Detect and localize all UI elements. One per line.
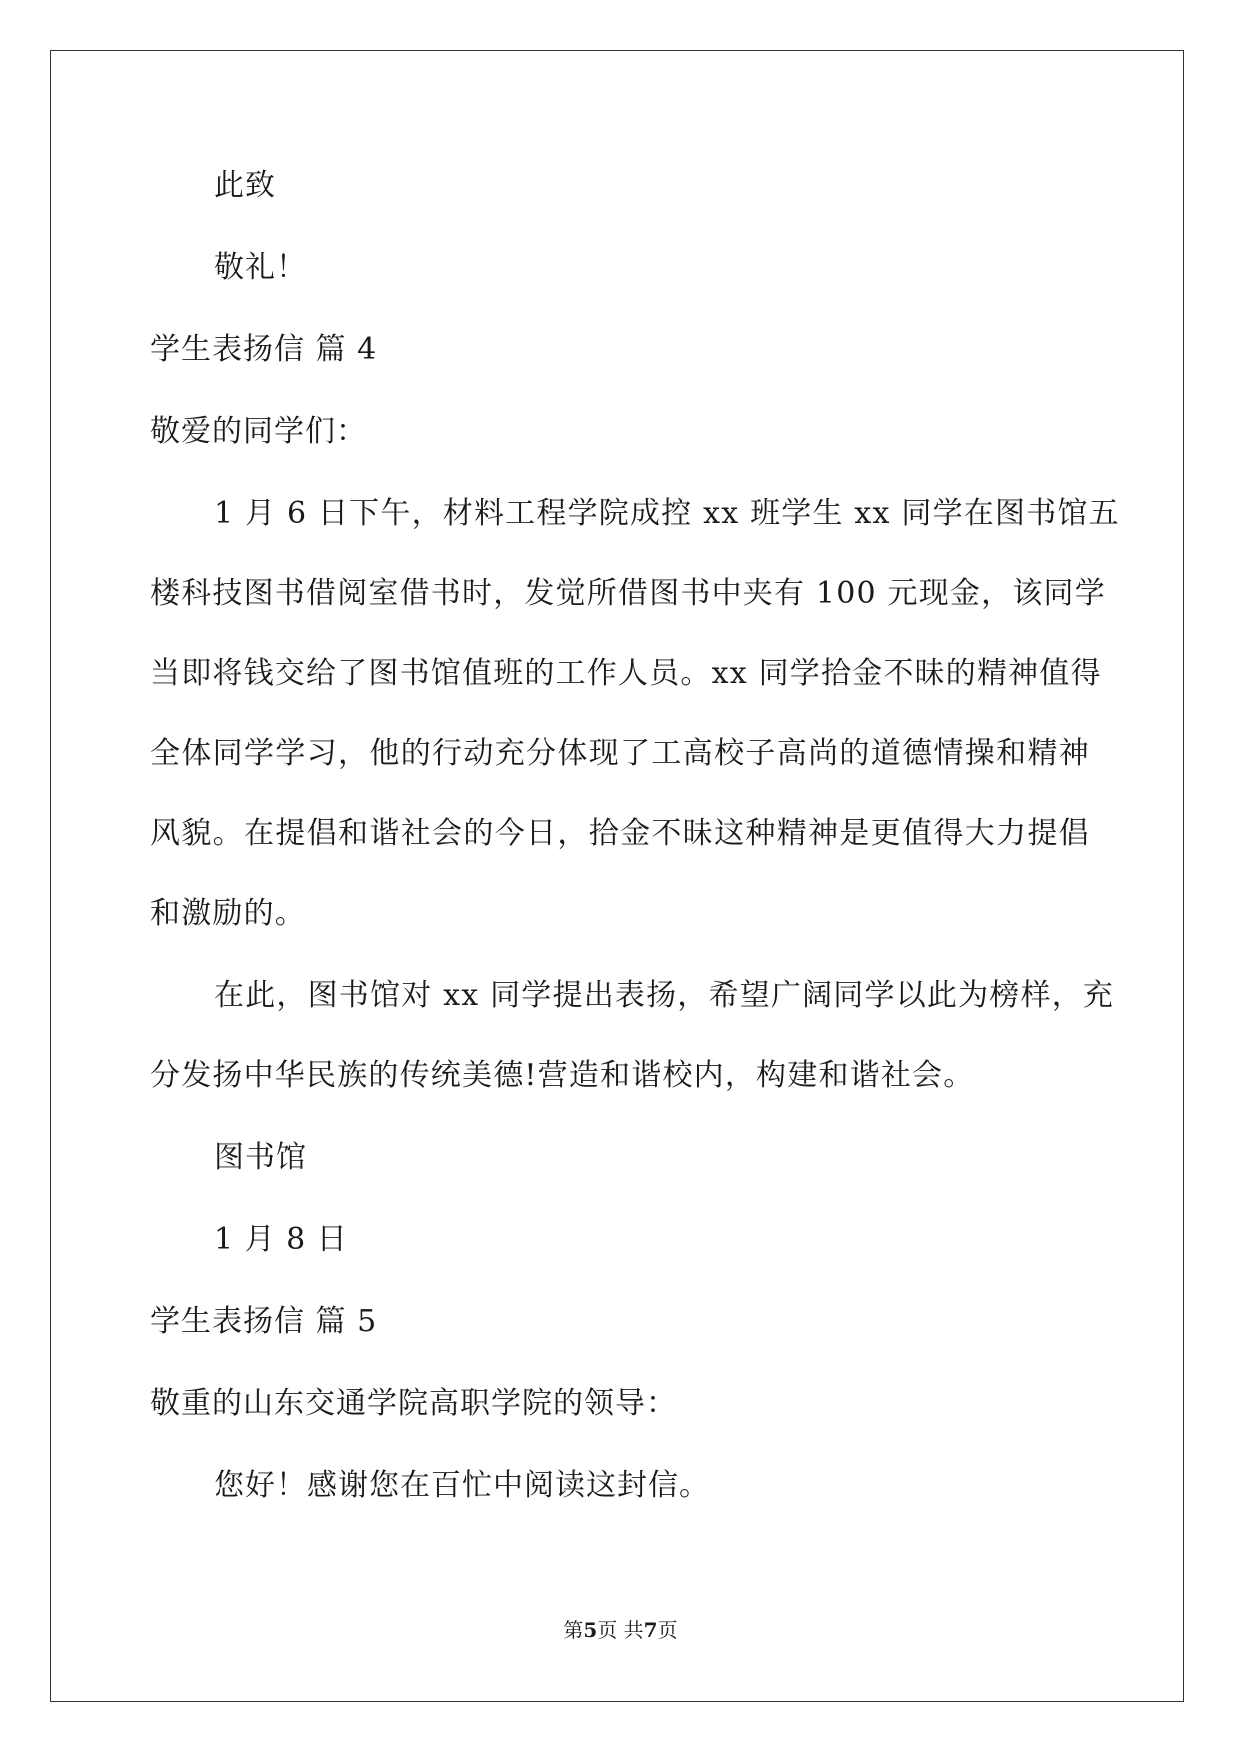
page-footer xyxy=(0,1614,1241,1643)
footer-mid: 页 共 xyxy=(597,1618,644,1642)
document-body xyxy=(150,162,1120,1510)
paragraph-1-line: 楼科技图书借阅室借书时，发觉所借图书中夹有 100 元现金，该同学 xyxy=(150,576,1106,611)
signature-date: 1 月 8 日 xyxy=(214,1222,348,1257)
paragraph-1-line: 1 月 6 日下午，材料工程学院成控 xx 班学生 xx 同学在图书馆五 xyxy=(214,496,1120,531)
section-heading-4: 学生表扬信 篇 4 xyxy=(150,332,378,367)
closing-line-1: 此致 xyxy=(214,168,276,203)
paragraph-1-line: 全体同学学习，他的行动充分体现了工高校子高尚的道德情操和精神 xyxy=(150,736,1090,771)
salutation-5: 敬重的山东交通学院高职学院的领导： xyxy=(150,1386,677,1421)
salutation-4: 敬爱的同学们： xyxy=(150,414,367,449)
paragraph-1-line: 和激励的。 xyxy=(150,896,306,931)
paragraph-2-line: 在此，图书馆对 xx 同学提出表扬，希望广阔同学以此为榜样，充 xyxy=(214,978,1115,1013)
section-heading-5: 学生表扬信 篇 5 xyxy=(150,1304,378,1339)
opening-line-5: 您好！感谢您在百忙中阅读这封信。 xyxy=(214,1468,710,1503)
total-page-number: 7 xyxy=(643,1618,658,1642)
closing-line-2: 敬礼！ xyxy=(214,250,307,285)
current-page-number: 5 xyxy=(583,1618,598,1642)
paragraph-2-line: 分发扬中华民族的传统美德!营造和谐校内，构建和谐社会。 xyxy=(150,1058,975,1093)
paragraph-1-line: 当即将钱交给了图书馆值班的工作人员。xx 同学拾金不昧的精神值得 xyxy=(150,656,1102,691)
signature-org: 图书馆 xyxy=(214,1140,307,1175)
footer-suffix: 页 xyxy=(657,1618,678,1642)
paragraph-1-line: 风貌。在提倡和谐社会的今日，拾金不昧这种精神是更值得大力提倡 xyxy=(150,816,1090,851)
paragraph-2 xyxy=(150,972,1115,1100)
footer-prefix: 第 xyxy=(563,1618,584,1642)
paragraph-1 xyxy=(150,490,1120,938)
